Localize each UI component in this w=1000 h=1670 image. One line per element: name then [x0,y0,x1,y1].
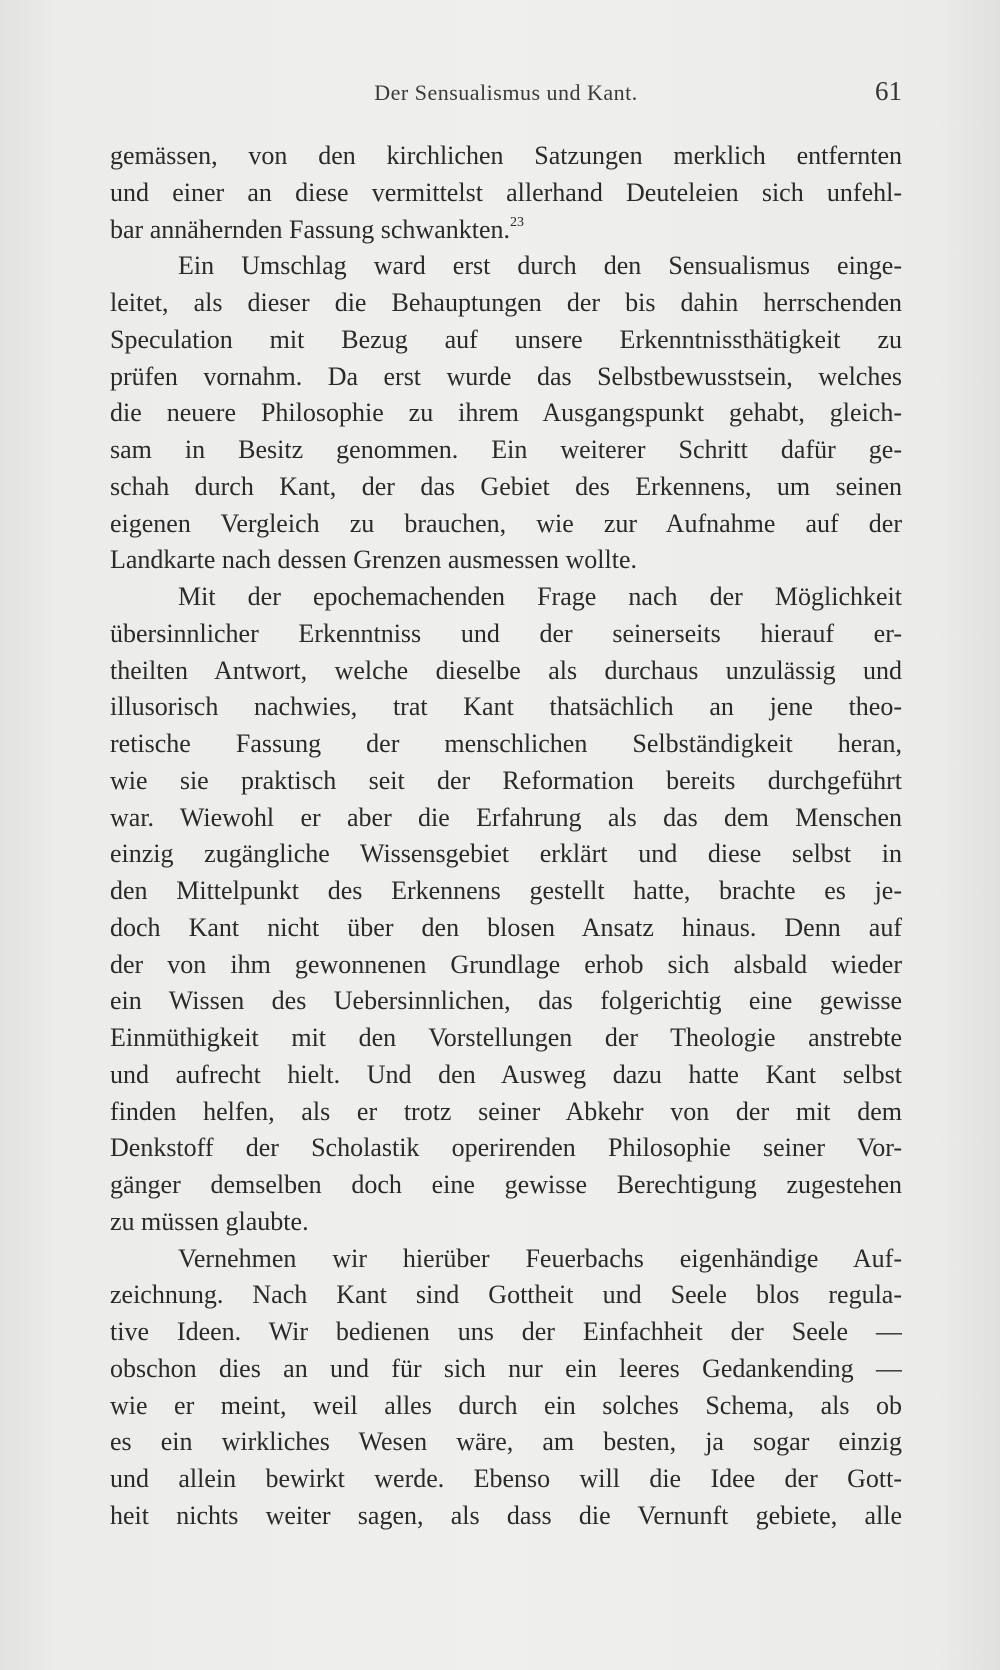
text-line-content: bar annähernden Fassung schwankten. [110,214,510,244]
text-line [110,395,902,432]
text-line [110,653,902,690]
text-line-content: und allein bewirkt werde. Ebenso will die Idee der Gott- [110,1464,902,1493]
text-line-content: war. Wiewohl er aber die Erfahrung als das dem Menschen [110,802,902,832]
text-line [110,1130,902,1167]
text-line-content: doch Kant nicht über den blosen Ansatz hinaus. Denn auf [110,912,902,942]
text-line-content: sam in Besitz genommen. Ein weiterer Schritt dafür ge- [110,435,902,464]
text-line-content: Einmüthigkeit mit den Vorstellungen der Theologie anstrebte [110,1023,902,1052]
text-line [110,947,902,984]
text-line-content: einzig zugängliche Wissensgebiet erklärt und diese selbst in [110,839,902,869]
text-line [110,1241,902,1278]
body-text [110,138,902,1535]
text-line [110,175,902,212]
text-line-content: übersinnlicher Erkenntniss und der seinerseits hierauf er- [110,618,902,648]
text-line [110,579,902,616]
text-line [110,212,902,249]
text-line [110,983,902,1020]
text-line-content: den Mittelpunkt des Erkennens gestellt hatte, brachte es je- [110,876,902,905]
text-line [110,469,902,506]
text-line [110,910,902,947]
text-line [110,432,902,469]
text-line [110,1314,902,1351]
text-line-content: Ein Umschlag ward erst durch den Sensualismus einge- [178,251,902,281]
text-line [110,1204,902,1241]
text-line-content: schah durch Kant, der das Gebiet des Erkennens, um seinen [110,471,902,501]
text-line [110,763,902,800]
text-line [110,1424,902,1461]
text-line-content: tive Ideen. Wir bedienen uns der Einfachheit der Seele — [110,1317,902,1346]
running-head [110,76,902,116]
text-line [110,285,902,322]
text-line-content: leitet, als dieser die Behauptungen der bis dahin herrschenden [110,288,902,317]
text-line-content: wie sie praktisch seit der Reformation bereits durchgeführt [110,765,902,795]
text-line-content: ein Wissen des Uebersinnlichen, das folgerichtig eine gewisse [110,986,902,1016]
text-line-content: Denkstoff der Scholastik operirenden Philosophie seiner Vor- [110,1133,902,1163]
text-line [110,1057,902,1094]
text-line [110,1388,902,1425]
text-line-content: prüfen vornahm. Da erst wurde das Selbstbewusstsein, welches [110,361,902,391]
text-line [110,1498,902,1535]
text-line-content: Mit der epochemachenden Frage nach der Möglichkeit [178,582,902,611]
text-line-content: gemässen, von den kirchlichen Satzungen merklich entfernten [110,141,902,170]
footnote-reference: 23 [510,214,524,230]
text-line [110,800,902,837]
text-line [110,616,902,653]
running-title: Der Sensualismus und Kant. [374,80,638,105]
text-line [110,1167,902,1204]
text-line-content: und einer an diese vermittelst allerhand Deuteleien sich unfehl- [110,177,902,207]
text-line-content: Speculation mit Bezug auf unsere Erkenntnissthätigkeit zu [110,324,902,354]
text-line-content: retische Fassung der menschlichen Selbständigkeit heran, [110,729,902,758]
text-line-content: zeichnung. Nach Kant sind Gottheit und Seele blos regula- [110,1280,902,1310]
text-line [110,689,902,726]
text-line [110,506,902,543]
text-line-content: die neuere Philosophie zu ihrem Ausgangspunkt gehabt, gleich- [110,398,902,428]
text-line [110,1094,902,1131]
text-line [110,1020,902,1057]
text-line-content: illusorisch nachwies, trat Kant thatsächlich an jene theo- [110,692,902,722]
text-line-content: obschon dies an und für sich nur ein leeres Gedankending — [110,1353,902,1383]
text-line-content: heit nichts weiter sagen, als dass die Vernunft gebiete, alle [110,1500,902,1530]
text-line-content: der von ihm gewonnenen Grundlage erhob sich alsbald wieder [110,949,902,979]
text-line-content: theilten Antwort, welche dieselbe als durchaus unzulässig und [110,655,902,685]
text-line [110,1351,902,1388]
text-line-content: finden helfen, als er trotz seiner Abkehr von der mit dem [110,1096,902,1126]
text-line-content: wie er meint, weil alles durch ein solches Schema, als ob [110,1390,902,1420]
text-line-content: gänger demselben doch eine gewisse Berechtigung zugestehen [110,1170,902,1199]
text-line [110,1277,902,1314]
text-line-content: Vernehmen wir hierüber Feuerbachs eigenhändige Auf- [178,1243,902,1273]
text-line [110,836,902,873]
text-line-content: zu müssen glaubte. [110,1206,309,1236]
text-line-content: eigenen Vergleich zu brauchen, wie zur Aufnahme auf der [110,508,902,538]
text-line [110,322,902,359]
text-line [110,873,902,910]
text-line [110,1461,902,1498]
text-line-content: Landkarte nach dessen Grenzen ausmessen wollte. [110,545,638,575]
text-line [110,138,902,175]
page-number: 61 [875,76,902,106]
text-line-content: und aufrecht hielt. Und den Ausweg dazu hatte Kant selbst [110,1059,902,1089]
text-line [110,359,902,396]
text-line [110,726,902,763]
text-line [110,248,902,285]
text-line-content: es ein wirkliches Wesen wäre, am besten, ja sogar einzig [110,1427,902,1457]
text-line [110,542,902,579]
